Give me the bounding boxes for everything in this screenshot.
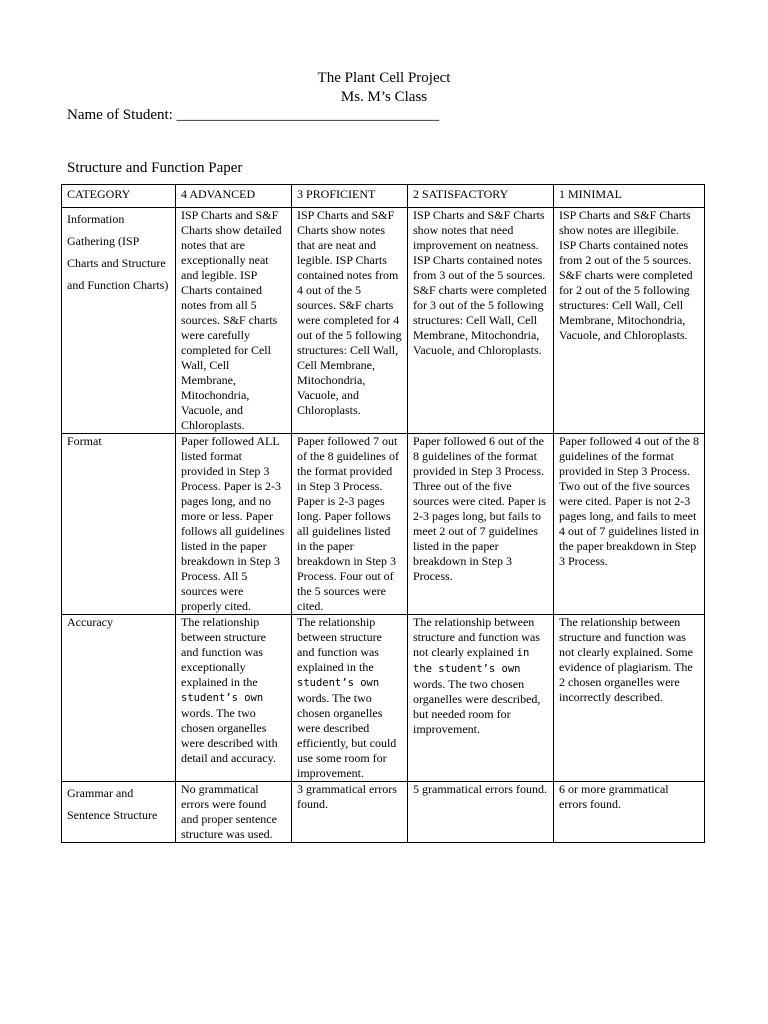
satisfactory-cell: ISP Charts and S&F Charts show notes that need improvement on neatness. ISP Charts contained notes from 3 out of the 5 sources. S&F charts were completed for 3 out of the 5 following structures: Cell Wall, Cell Membrane, Mitochondria, Vacuole, and Chloroplasts. — [408, 208, 554, 434]
category-cell: Information Gathering (ISP Charts and Structure and Function Charts) — [62, 208, 176, 434]
proficient-text-start: The relationship between structure and function was explained in the — [297, 615, 382, 674]
advanced-cell: ISP Charts and S&F Charts show detailed notes that are exceptionally neat and legible. ISP Charts contained notes from all 5 sources. S&F charts were carefully completed for Cell Wall, Cell Membrane, Mitochondria, Vacuole, and Chloroplasts. — [176, 208, 292, 434]
proficient-mono-phrase: student’s own — [297, 677, 380, 689]
proficient-cell: ISP Charts and S&F Charts show notes that are neat and legible. ISP Charts contained notes from 4 out of the 5 sources. S&F charts were completed for 4 out of the 5 following structures: Cell Wall, Cell Membrane, Mitochondria, Vacuole, and Chloroplasts. — [292, 208, 408, 434]
header-category: CATEGORY — [62, 185, 176, 208]
satisfactory-cell — [408, 615, 554, 782]
table-row — [62, 615, 705, 782]
advanced-mono-phrase: student’s own — [181, 692, 264, 704]
table-row — [62, 782, 705, 843]
header-proficient: 3 PROFICIENT — [292, 185, 408, 208]
advanced-cell: No grammatical errors were found and proper sentence structure was used. — [176, 782, 292, 843]
proficient-cell: 3 grammatical errors found. — [292, 782, 408, 843]
advanced-text-start: The relationship between structure and function was exceptionally explained in the — [181, 615, 266, 689]
proficient-text-end: words. The two chosen organelles were described efficiently, but could use some room for improvement. — [297, 691, 397, 780]
satisfactory-cell: 5 grammatical errors found. — [408, 782, 554, 843]
satisfactory-text-end: words. The two chosen organelles were described, but needed room for improvement. — [413, 677, 541, 736]
proficient-cell: Paper followed 7 out of the 8 guidelines of the format provided in Step 3 Process. Paper is 2-3 pages long. Paper follows all guidelines listed in the paper breakdown in Step 3 Process. Four out of the 5 sources were cited. — [292, 434, 408, 615]
header-row — [62, 185, 705, 208]
advanced-text-end: words. The two chosen organelles were described with detail and accuracy. — [181, 706, 278, 765]
satisfactory-cell: Paper followed 6 out of the 8 guidelines of the format provided in Step 3 Process. Three out of the five sources were cited. Paper is 2-3 pages long, but fails to meet 2 out of 7 guidelines listed in the paper breakdown in Step 3 Process. — [408, 434, 554, 615]
category-cell: Accuracy — [62, 615, 176, 782]
proficient-cell — [292, 615, 408, 782]
student-name-line: Name of Student: ___________________________________ — [67, 107, 440, 123]
section-title: Structure and Function Paper — [67, 160, 243, 176]
advanced-cell — [176, 615, 292, 782]
table-row — [62, 208, 705, 434]
header-minimal: 1 MINIMAL — [554, 185, 705, 208]
header-advanced: 4 ADVANCED — [176, 185, 292, 208]
category-cell: Format — [62, 434, 176, 615]
minimal-cell: Paper followed 4 out of the 8 guidelines of the format provided in Step 3 Process. Two out of the five sources were cited. Paper is not 2-3 pages long, and fails to meet 4 out of 7 guidelines listed in the paper breakdown in Step 3 Process. — [554, 434, 705, 615]
satisfactory-text-start: The relationship between structure and function was not clearly explained — [413, 615, 540, 659]
advanced-cell: Paper followed ALL listed format provided in Step 3 Process. Paper is 2-3 pages long, and no more or less. Paper follows all guidelines listed in the paper breakdown in Step 3 Process. All 5 sources were properly cited. — [176, 434, 292, 615]
minimal-cell: The relationship between structure and function was not clearly explained. Some evidence of plagiarism. The 2 chosen organelles were incorrectly described. — [554, 615, 705, 782]
header-satisfactory: 2 SATISFACTORY — [408, 185, 554, 208]
satisfactory-mono-phrase: in the student’s own — [413, 647, 530, 675]
document-title: The Plant Cell Project — [317, 70, 451, 86]
rubric-table — [61, 184, 705, 843]
category-cell: Grammar and Sentence Structure — [62, 782, 176, 843]
table-row — [62, 434, 705, 615]
minimal-cell: 6 or more grammatical errors found. — [554, 782, 705, 843]
class-name: Ms. M’s Class — [340, 89, 428, 105]
minimal-cell: ISP Charts and S&F Charts show notes are illegibile. ISP Charts contained notes from 2 out of the 5 sources. S&F charts were completed for 2 out of the 5 following structures: Cell Wall, Cell Membrane, Mitochondria, Vacuole, and Chloroplasts. — [554, 208, 705, 434]
